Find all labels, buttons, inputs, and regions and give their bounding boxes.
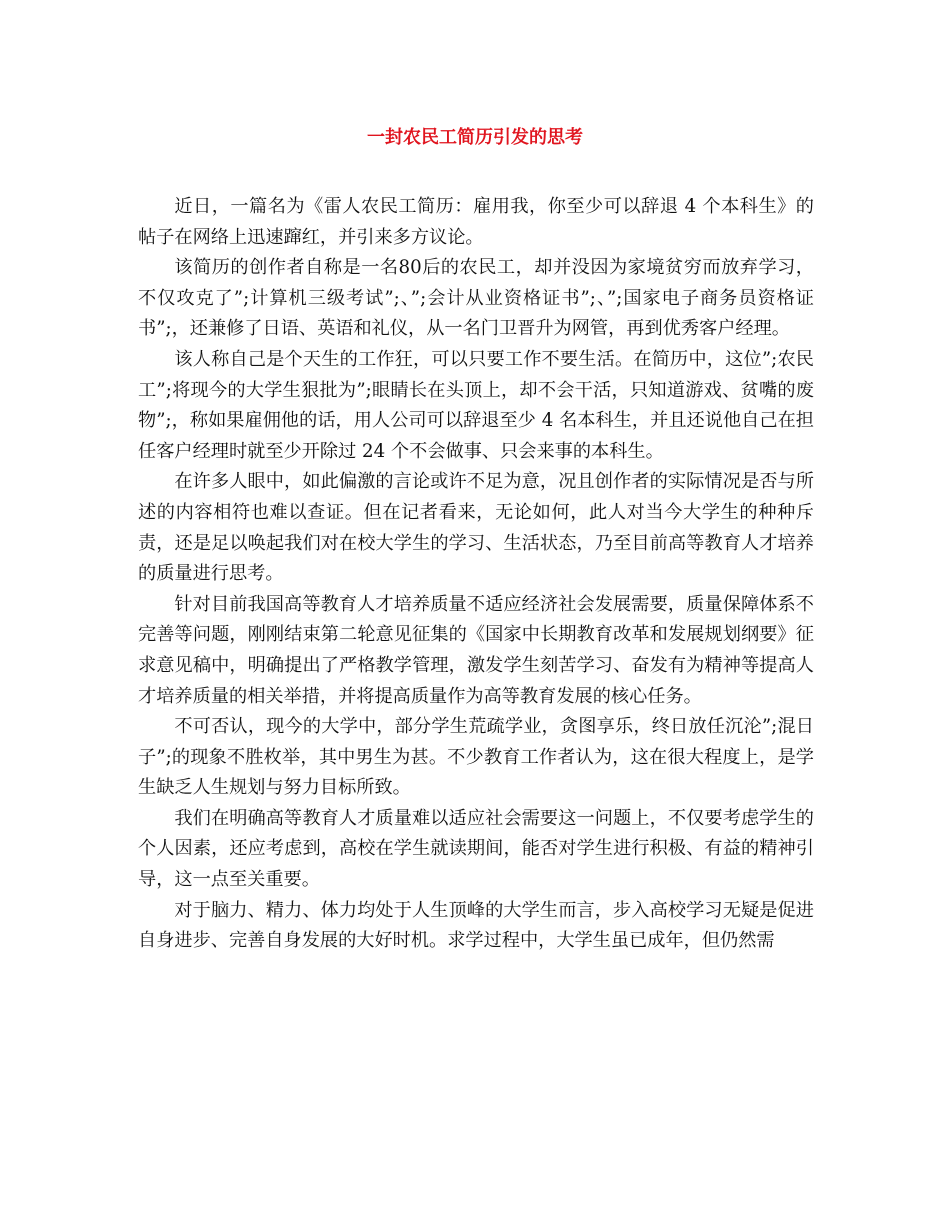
paragraph-4: 在许多人眼中，如此偏激的言论或许不足为意，况且创作者的实际情况是否与所述的内容相符也难以查证。但在记者看来，无论如何，此人对当今大学生的种种斥责，还是足以唤起我们对在校大学生的学习、生活状态，乃至目前高等教育人才培养的质量进行思考。: [138, 471, 814, 585]
paragraph-8: 对于脑力、精力、体力均处于人生顶峰的大学生而言，步入高校学习无疑是促进自身进步、完善自身发展的大好时机。求学过程中，大学生虽已成年，但仍然需: [138, 899, 814, 952]
document-title: 一封农民工简历引发的思考: [367, 127, 583, 148]
paragraph-5: 针对目前我国高等教育人才培养质量不适应经济社会发展需要，质量保障体系不完善等问题，刚刚结束第二轮意见征集的《国家中长期教育改革和发展规划纲要》征求意见稿中，明确提出了严格教学管理，激发学生刻苦学习、奋发有为精神等提高人才培养质量的相关举措，并将提高质量作为高等教育发展的核心任务。: [138, 593, 814, 707]
paragraph-7: 我们在明确高等教育人才质量难以适应社会需要这一问题上，不仅要考虑学生的个人因素，还应考虑到，高校在学生就读期间，能否对学生进行积极、有益的精神引导，这一点至关重要。: [138, 807, 814, 891]
paragraph-1: 近日，一篇名为《雷人农民工简历：雇用我，你至少可以辞退 4 个本科生》的帖子在网络上迅速蹿红，并引来多方议论。: [138, 196, 814, 248]
paragraph-3: 该人称自己是个天生的工作狂，可以只要工作不要生活。在简历中，这位”;农民工”;将现今的大学生狠批为”;眼睛长在头顶上，却不会干活，只知道游戏、贫嘴的废物”;，称如果雇佣他的话，用人公司可以辞退至少 4 名本科生，并且还说他自己在担任客户经理时就至少开除过 24 个不会做事、只会来事的本科生。: [138, 348, 814, 462]
paragraph-6: 不可否认，现今的大学中，部分学生荒疏学业，贪图享乐，终日放任沉沦”;混日子”;的现象不胜枚举，其中男生为甚。不少教育工作者认为，这在很大程度上，是学生缺乏人生规划与努力目标所致。: [138, 716, 814, 799]
paragraph-2: 该简历的创作者自称是一名80后的农民工，却并没因为家境贫穷而放弃学习，不仅攻克了”;计算机三级考试”;、”;会计从业资格证书”;、”;国家电子商务员资格证书”;，还兼修了日语、英语和礼仪，从一名门卫晋升为网管，再到优秀客户经理。: [138, 257, 814, 340]
document-body: [138, 192, 814, 957]
